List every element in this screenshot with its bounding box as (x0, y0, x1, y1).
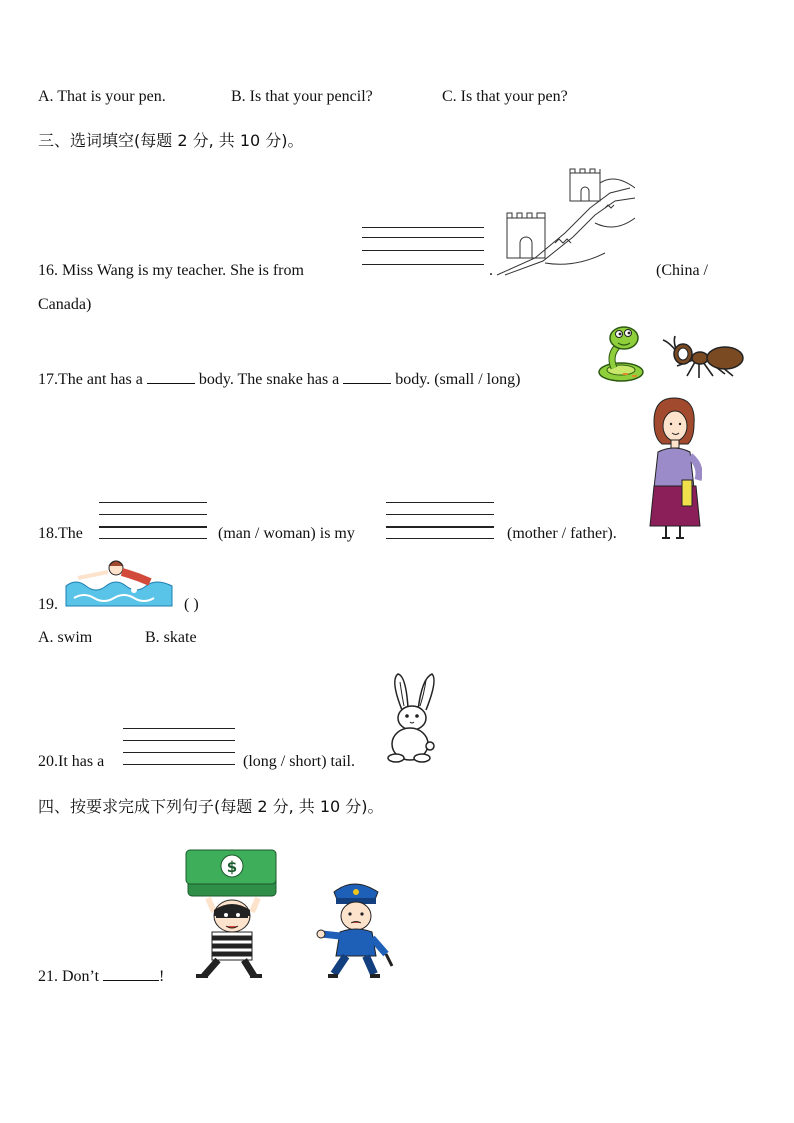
woman-icon (640, 396, 702, 542)
svg-text:$: $ (226, 858, 238, 876)
q17-blank-1[interactable] (147, 367, 195, 384)
q16-text: 16. Miss Wang is my teacher. She is from (38, 262, 304, 279)
q18-part1: 18.The (38, 525, 83, 542)
q21-blank[interactable] (103, 964, 159, 981)
option-b: B. Is that your pencil? (231, 88, 373, 105)
great-wall-icon (495, 163, 641, 278)
q18-part3: (mother / father). (507, 525, 617, 542)
q17-line (38, 367, 520, 389)
q17-part2: body. The snake has a (198, 371, 340, 388)
option-a: A. That is your pen. (38, 88, 166, 105)
q19-answer-paren[interactable]: ( ) (184, 596, 199, 613)
rabbit-icon (382, 670, 440, 766)
option-c: C. Is that your pen? (442, 88, 568, 105)
ant-icon (655, 334, 749, 382)
q19-label: 19. (38, 596, 58, 613)
q19-option-b: B. skate (145, 629, 197, 646)
q19-option-a: A. swim (38, 629, 93, 646)
q16-period: . (489, 262, 493, 279)
q21-part1: 21. Don’t (38, 968, 100, 985)
q17-blank-2[interactable] (343, 367, 391, 384)
policeman-icon (316, 878, 396, 980)
q17-part3: body. (small / long) (395, 371, 521, 388)
q20-part1: 20.It has a (38, 753, 105, 770)
snake-icon (594, 322, 648, 384)
q21-line (38, 964, 164, 986)
q18-part2: (man / woman) is my (218, 525, 355, 542)
q16-options: (China / (656, 262, 708, 279)
section-3-title: 三、选词填空(每题 2 分, 共 10 分)。 (38, 131, 304, 150)
q16-options-cont: Canada) (38, 296, 92, 313)
section-4-title: 四、按要求完成下列句子(每题 2 分, 共 10 分)。 (38, 797, 384, 816)
swimmer-icon (64, 556, 174, 608)
q20-part2: (long / short) tail. (243, 753, 355, 770)
q17-part1: 17.The ant has a (38, 371, 143, 388)
q21-part2: ! (159, 968, 165, 985)
thief-with-money-icon (182, 842, 282, 980)
